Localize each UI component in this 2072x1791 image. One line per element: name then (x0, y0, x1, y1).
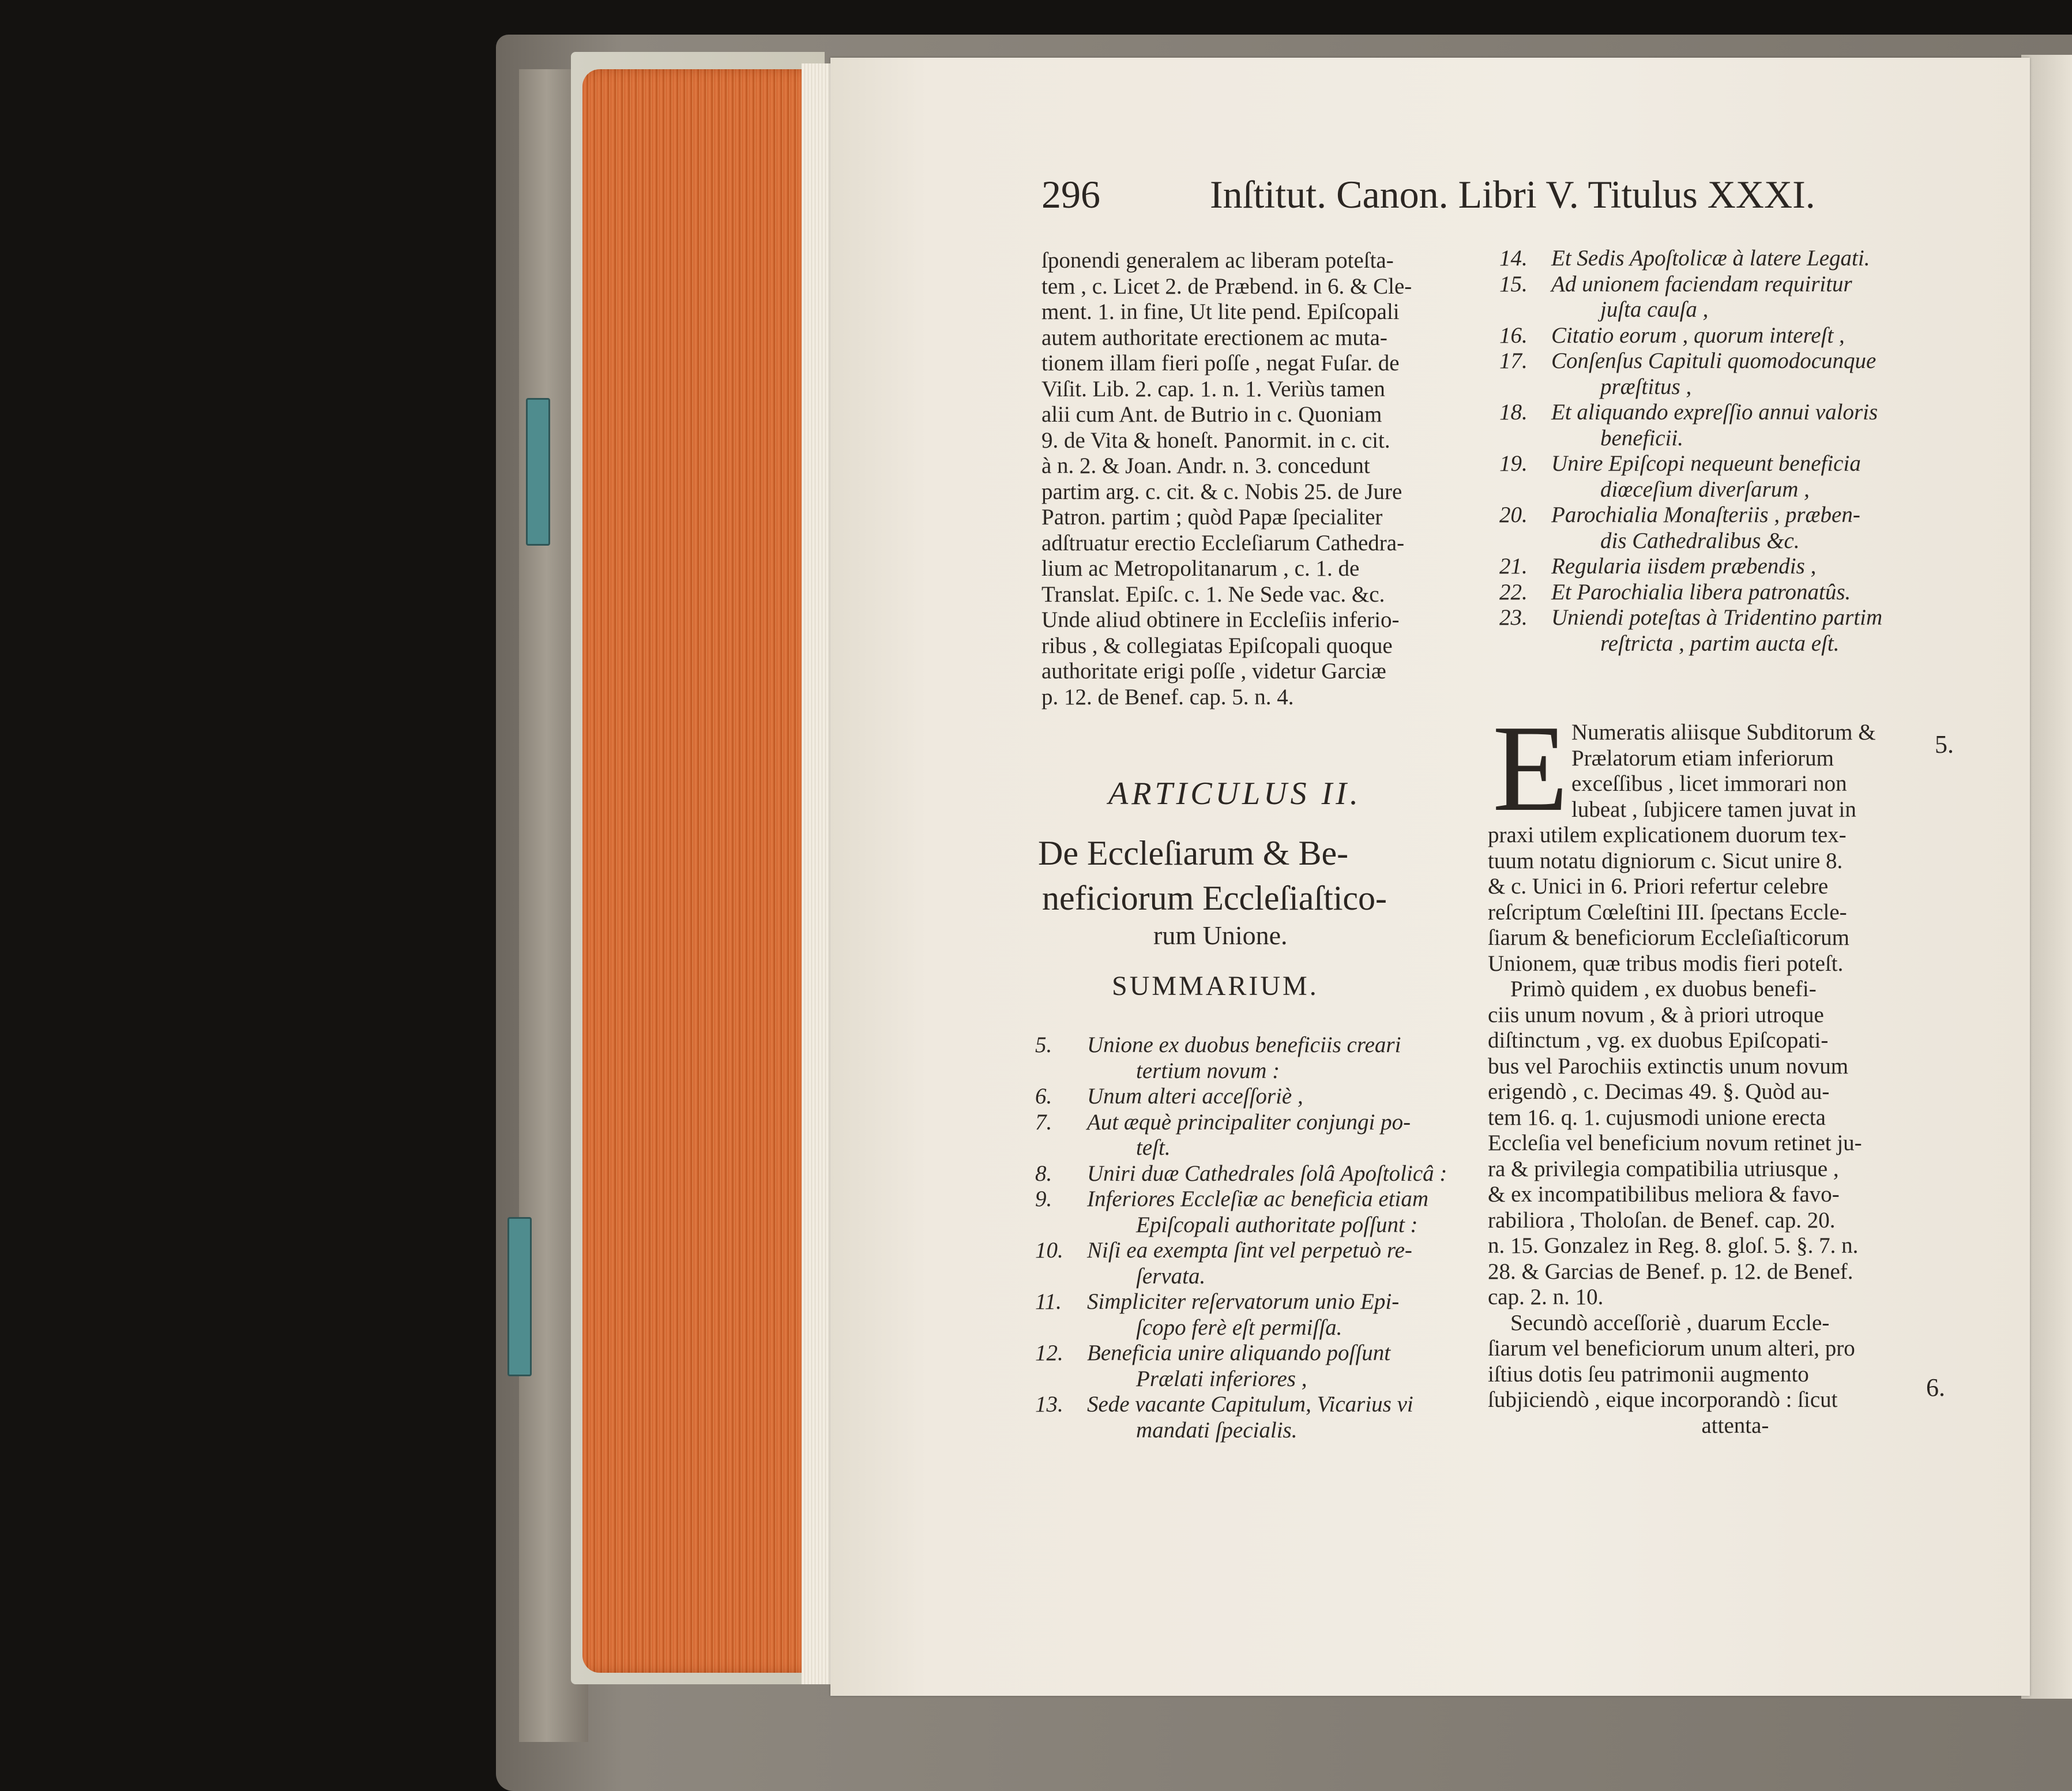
summary-entry-line (1499, 451, 1882, 477)
text-line: Numeratis aliisque Subditorum & (1571, 720, 1876, 745)
summary-entry-line (1035, 1058, 1447, 1084)
article-heading: ARTICULUS II. (1108, 776, 1362, 812)
text-line: tionem illam fieri poſſe , negat Fuſar. de (1041, 351, 1400, 376)
text-line: alii cum Ant. de Butrio in c. Quoniam (1041, 402, 1382, 427)
summary-entry-line (1035, 1238, 1447, 1264)
summary-entry-number: 12. (1035, 1341, 1063, 1365)
summary-entry-line (1035, 1418, 1447, 1444)
summary-entry-line (1499, 631, 1882, 657)
text-line: ra & privilegia compatibilia utriusque , (1488, 1156, 1839, 1181)
text-line: Unionem, quæ tribus modis fieri poteſt. (1488, 951, 1844, 976)
summary-entry-line (1035, 1212, 1447, 1238)
article-title-line-3: rum Unione. (1153, 921, 1288, 950)
summary-entry-line (1499, 297, 1882, 323)
summary-entry-text: reſtricta , partim aucta eſt. (1600, 630, 1840, 656)
summary-entry-number: 9. (1035, 1187, 1052, 1211)
text-line: iſtius dotis ſeu patrimonii augmento (1488, 1361, 1809, 1387)
summary-entry-text: Conſenſus Capituli quomodocunque (1551, 348, 1877, 373)
text-line: Eccleſia vel beneficium novum retinet ju- (1488, 1131, 1862, 1155)
summary-entry-number: 11. (1035, 1289, 1062, 1314)
left-column-text (1041, 248, 1412, 710)
summary-entry-text: Unum alteri acceſſoriè , (1087, 1084, 1303, 1109)
text-line: ment. 1. in fine, Ut lite pend. Epiſcopali (1041, 299, 1400, 324)
text-line: & ex incompatibilibus meliora & favo- (1488, 1182, 1840, 1207)
summary-entry-line (1499, 502, 1882, 528)
summary-entry-text: Sede vacante Capitulum, Vicarius vi (1087, 1392, 1413, 1417)
text-line: reſcriptum Cœleſtini III. ſpectans Eccle- (1488, 899, 1847, 925)
summary-entry-line (1035, 1392, 1447, 1418)
summary-entry-number: 8. (1035, 1161, 1052, 1186)
right-column-indented-text (1571, 720, 1876, 823)
summary-entry-text: beneficii. (1600, 425, 1684, 450)
text-line: à n. 2. & Joan. Andr. n. 3. concedunt (1041, 453, 1370, 478)
summary-entry-text: dis Cathedralibus &c. (1600, 528, 1800, 553)
running-title: Inſtitut. Canon. Libri V. Titulus XXXI. (1210, 172, 1815, 216)
summary-entry-line (1035, 1135, 1447, 1161)
summary-entry-line (1035, 1110, 1447, 1136)
summary-entry-text: Simpliciter reſervatorum unio Epi- (1087, 1289, 1400, 1314)
text-line: Viſit. Lib. 2. cap. 1. n. 1. Veriùs tamen (1041, 376, 1385, 401)
text-line: authoritate erigi poſſe , videtur Garciæ (1041, 659, 1386, 684)
summary-entry-text: præſtitus , (1600, 374, 1692, 399)
summary-entry-text: Prælati inferiores , (1136, 1366, 1307, 1391)
summary-entry-text: Citatio eorum , quorum intereſt , (1551, 322, 1845, 348)
summary-entry-number: 20. (1499, 502, 1528, 527)
summary-entry-line (1499, 323, 1882, 349)
summary-entry-number: 6. (1035, 1084, 1052, 1109)
summary-entry-text: Beneficia unire aliquando poſſunt (1087, 1341, 1391, 1365)
right-column-text (1488, 823, 1862, 1439)
summary-entry-text: Uniri duæ Cathedrales ſolâ Apoſtolicâ : (1087, 1161, 1447, 1186)
summary-entry-line (1499, 528, 1882, 554)
summary-entry-text: Epiſcopali authoritate poſſunt : (1136, 1212, 1418, 1237)
text-line: rabiliora , Tholoſan. de Benef. cap. 20. (1488, 1207, 1836, 1233)
summary-entry-text: Niſi ea exempta ſint vel perpetuò re- (1087, 1238, 1412, 1263)
summary-entry-line (1035, 1315, 1447, 1341)
summary-entry-text: ſervata. (1136, 1263, 1206, 1289)
summary-entry-line (1499, 605, 1882, 631)
text-line: attenta- (1488, 1413, 1769, 1438)
clasp-icon (507, 1217, 532, 1376)
summary-entry-text: diœceſium diverſarum , (1600, 476, 1810, 502)
text-line: ſiarum & beneficiorum Eccleſiaſticorum (1488, 925, 1850, 950)
summary-entry-line (1035, 1084, 1447, 1110)
summary-entry-line (1499, 374, 1882, 400)
article-title-line-1: De Eccleſiarum & Be- (1038, 834, 1349, 872)
summary-entry-number: 7. (1035, 1109, 1052, 1135)
text-line: bus vel Parochiis extinctis unum novum (1488, 1053, 1849, 1079)
summary-entry-line (1035, 1289, 1447, 1315)
text-line: cap. 2. n. 10. (1488, 1285, 1604, 1309)
summary-entry-line (1499, 348, 1882, 374)
summary-entry-text: tertium novum : (1136, 1058, 1280, 1083)
summary-entry-number: 23. (1499, 605, 1528, 630)
text-line: 28. & Garcias de Benef. p. 12. de Benef. (1488, 1259, 1853, 1284)
summary-entry-number: 16. (1499, 322, 1528, 348)
text-line: Secundò acceſſoriè , duarum Eccle- (1488, 1310, 1830, 1335)
summary-entry-text: Et Sedis Apoſtolicæ à latere Legati. (1551, 246, 1870, 271)
article-title-line-2: neficiorum Eccleſiaſtico- (1042, 879, 1387, 917)
text-line: exceſſibus , licet immorari non (1571, 771, 1847, 796)
text-line: & c. Unici in 6. Priori refertur celebre (1488, 874, 1829, 899)
text-line: tem 16. q. 1. cujusmodi unione erecta (1488, 1105, 1826, 1130)
summary-entry-text: Et aliquando expreſſio annui valoris (1551, 400, 1878, 425)
margin-number: 6. (1926, 1373, 1945, 1402)
text-line: ribus , & collegiatas Epiſcopali quoque (1041, 633, 1393, 658)
page-number: 296 (1041, 172, 1100, 216)
summary-entry-text: Et Parochialia libera patronatûs. (1551, 579, 1851, 604)
summary-entry-number: 18. (1499, 400, 1528, 425)
text-line: ciis unum novum , & à priori utroque (1488, 1002, 1824, 1027)
text-line: praxi utilem explicationem duorum tex- (1488, 823, 1847, 847)
summary-entry-text: juſta cauſa , (1600, 297, 1709, 322)
text-line: Patron. partim ; quòd Papæ ſpecialiter (1041, 505, 1383, 530)
summary-entry-number: 5. (1035, 1032, 1052, 1057)
summary-entry-text: Unione ex duobus beneficiis creari (1087, 1032, 1401, 1057)
summary-entry-number: 19. (1499, 451, 1528, 476)
text-line: tuum notatu digniorum c. Sicut unire 8. (1488, 848, 1843, 873)
summary-entry-text: Ad unionem faciendam requiritur (1551, 271, 1852, 296)
summary-entry-text: teſt. (1136, 1135, 1171, 1160)
text-line: lium ac Metropolitanarum , c. 1. de (1041, 556, 1360, 581)
text-line: ſponendi generalem ac liberam poteſta- (1041, 248, 1394, 273)
text-line: 9. de Vita & honeſt. Panormit. in c. cit. (1041, 427, 1390, 453)
summary-entry-number: 21. (1499, 554, 1528, 579)
summary-entry-number: 13. (1035, 1392, 1063, 1417)
text-line: lubeat , ſubjicere tamen juvat in (1571, 797, 1856, 822)
summary-entry-line (1499, 400, 1882, 426)
text-line: Primò quidem , ex duobus benefi- (1488, 977, 1817, 1001)
summary-entry-number: 15. (1499, 271, 1528, 296)
text-line: tem , c. Licet 2. de Præbend. in 6. & Cle- (1041, 273, 1412, 299)
text-line: ſiarum vel beneficiorum unum alteri, pro (1488, 1336, 1855, 1361)
text-line: adſtruatur erectio Eccleſiarum Cathedra- (1041, 530, 1405, 555)
text-line: autem authoritate erectionem ac muta- (1041, 325, 1387, 350)
text-line: p. 12. de Benef. cap. 5. n. 4. (1041, 684, 1294, 709)
summary-entry-line (1035, 1341, 1447, 1366)
summary-entry-line (1499, 477, 1882, 503)
margin-number: 5. (1935, 730, 1954, 759)
text-line: Translat. Epiſc. c. 1. Ne Sede vac. &c. (1041, 581, 1385, 607)
summary-entry-number: 14. (1499, 246, 1528, 271)
summary-entry-line (1499, 580, 1882, 606)
summary-entry-text: Parochialia Monaſteriis , præben- (1551, 502, 1860, 527)
summary-entry-text: Uniendi poteſtas à Tridentino partim (1551, 605, 1883, 630)
text-line: erigendò , c. Decimas 49. §. Quòd au- (1488, 1079, 1830, 1104)
summary-entry-line (1499, 554, 1882, 580)
text-line: n. 15. Gonzalez in Reg. 8. gloſ. 5. §. 7. n. (1488, 1233, 1859, 1258)
summary-entry-number: 10. (1035, 1238, 1063, 1263)
summary-entry-text: Inferiores Eccleſiæ ac beneficia etiam (1087, 1187, 1429, 1211)
text-line: Prælatorum etiam inferiorum (1571, 745, 1834, 771)
summary-entry-line (1499, 272, 1882, 298)
summary-entry-text: Aut æquè principaliter conjungi po- (1087, 1109, 1411, 1135)
summary-entry-line (1035, 1187, 1447, 1212)
summary-entry-line (1035, 1032, 1447, 1058)
summary-entry-text: Unire Epiſcopi nequeunt beneficia (1551, 451, 1861, 476)
summary-entry-line (1035, 1161, 1447, 1187)
drop-cap: E (1492, 699, 1569, 837)
summary-entry-line (1499, 246, 1882, 272)
text-line: partim arg. c. cit. & c. Nobis 25. de Jure (1041, 479, 1402, 504)
text-line: ſubjiciendò , eique incorporandò : ſicut (1488, 1387, 1838, 1412)
summary-entry-text: Regularia iisdem præbendis , (1551, 554, 1817, 579)
summary-entry-text: mandati ſpecialis. (1136, 1417, 1298, 1443)
text-line: diſtinctum , vg. ex duobus Epiſcopati- (1488, 1028, 1829, 1053)
summary-heading: SUMMARIUM. (1112, 971, 1319, 1001)
text-line: Unde aliud obtinere in Eccleſiis inferio- (1041, 607, 1400, 632)
summary-right-list (1499, 246, 1882, 656)
summary-left-list (1035, 1032, 1447, 1443)
summary-entry-number: 22. (1499, 579, 1528, 604)
summary-entry-number: 17. (1499, 348, 1528, 373)
summary-entry-line (1035, 1264, 1447, 1290)
clasp-icon (526, 398, 550, 546)
summary-entry-line (1499, 426, 1882, 452)
summary-entry-text: ſcopo ferè eſt permiſſa. (1136, 1315, 1343, 1340)
red-page-edges (582, 69, 825, 1673)
summary-entry-line (1035, 1366, 1447, 1392)
